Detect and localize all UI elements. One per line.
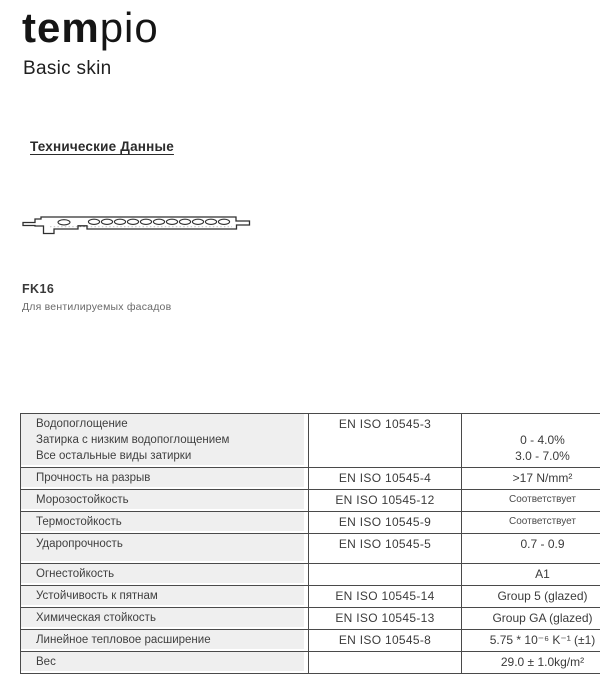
- product-description: Для вентилируемых фасадов: [22, 301, 172, 313]
- standard-label: EN ISO 10545-14: [335, 589, 435, 603]
- technical-data-table: [20, 413, 600, 674]
- standard-cell: [309, 608, 462, 630]
- standard-label: [313, 654, 457, 670]
- property-label: Прочность на разрыв: [36, 472, 151, 484]
- value-label: Group 5 (glazed): [497, 589, 588, 603]
- property-cell: [21, 564, 309, 586]
- property-label: Затирка с низким водопоглощением: [36, 434, 230, 446]
- standard-cell: [309, 414, 462, 468]
- standard-cell: [309, 490, 462, 512]
- property-cell: [21, 608, 309, 630]
- property-cell: [21, 414, 309, 468]
- value-label: Соответствует: [509, 494, 576, 505]
- table-row: [21, 652, 600, 674]
- standard-label: EN ISO 10545-5: [338, 537, 432, 551]
- panel-profile-drawing: [20, 210, 252, 242]
- table-row: [21, 564, 600, 586]
- value-cell: [462, 608, 600, 630]
- property-cell: [21, 490, 309, 512]
- value-label: A1: [535, 567, 550, 581]
- value-label: 3.0 - 7.0%: [515, 449, 570, 463]
- value-cell: [462, 564, 600, 586]
- table-row: [21, 534, 600, 564]
- standard-cell: [309, 586, 462, 608]
- standard-cell: [309, 652, 462, 674]
- property-cell: [21, 652, 309, 674]
- property-label: Вес: [36, 656, 56, 668]
- value-cell: [462, 490, 600, 512]
- value-label: [466, 416, 600, 432]
- value-cell: [462, 630, 600, 652]
- standard-label: EN ISO 10545-12: [335, 493, 435, 507]
- value-cell: [462, 512, 600, 534]
- table-row: [21, 586, 600, 608]
- product-line-subtitle: Basic skin: [23, 58, 112, 79]
- spec-table-body: [21, 414, 600, 674]
- table-row: [21, 490, 600, 512]
- property-label: Водопоглощение: [36, 418, 128, 430]
- property-cell: [21, 586, 309, 608]
- property-cell: [21, 468, 309, 490]
- property-label: Морозостойкость: [36, 494, 129, 506]
- value-label: >17 N/mm²: [512, 471, 573, 485]
- value-label: 0 - 4.0%: [520, 433, 565, 447]
- standard-label: EN ISO 10545-3: [338, 417, 432, 431]
- table-row: [21, 468, 600, 490]
- table-row: [21, 414, 600, 468]
- standard-cell: [309, 534, 462, 564]
- property-label: Термостойкость: [36, 516, 122, 528]
- value-cell: [462, 468, 600, 490]
- table-row: [21, 630, 600, 652]
- value-cell: [462, 534, 600, 564]
- standard-label: EN ISO 10545-13: [335, 611, 435, 625]
- standard-cell: [309, 512, 462, 534]
- table-row: [21, 512, 600, 534]
- property-label: Огнестойкость: [36, 568, 115, 580]
- value-cell: [462, 652, 600, 674]
- property-label: Линейное тепловое расширение: [36, 634, 211, 646]
- value-label: Соответствует: [509, 516, 576, 527]
- brand-logo: [22, 4, 159, 52]
- property-cell: [21, 630, 309, 652]
- standard-cell: [309, 468, 462, 490]
- standard-label: EN ISO 10545-4: [338, 471, 432, 485]
- property-cell: [21, 512, 309, 534]
- table-row: [21, 608, 600, 630]
- standard-cell: [309, 564, 462, 586]
- brand-logo-bold: tem: [22, 4, 100, 51]
- section-heading: Технические Данные: [30, 139, 174, 154]
- property-cell: [21, 534, 309, 564]
- property-label: Все остальные виды затирки: [36, 450, 192, 462]
- value-label: 0.7 - 0.9: [520, 537, 565, 551]
- property-label: Ударопрочность: [36, 538, 123, 550]
- value-label: 29.0 ± 1.0kg/m²: [500, 655, 585, 669]
- value-label: Group GA (glazed): [492, 611, 593, 625]
- value-cell: [462, 586, 600, 608]
- property-label: Устойчивость к пятнам: [36, 590, 158, 602]
- standard-cell: [309, 630, 462, 652]
- standard-label: [313, 566, 457, 582]
- standard-label: EN ISO 10545-8: [338, 633, 432, 647]
- standard-label: EN ISO 10545-9: [338, 515, 432, 529]
- value-cell: [462, 414, 600, 468]
- brand-logo-light: pio: [99, 4, 159, 51]
- product-code: FK16: [22, 282, 55, 296]
- value-label: 5.75 * 10⁻⁶ K⁻¹ (±1): [489, 633, 596, 647]
- property-label: Химическая стойкость: [36, 612, 156, 624]
